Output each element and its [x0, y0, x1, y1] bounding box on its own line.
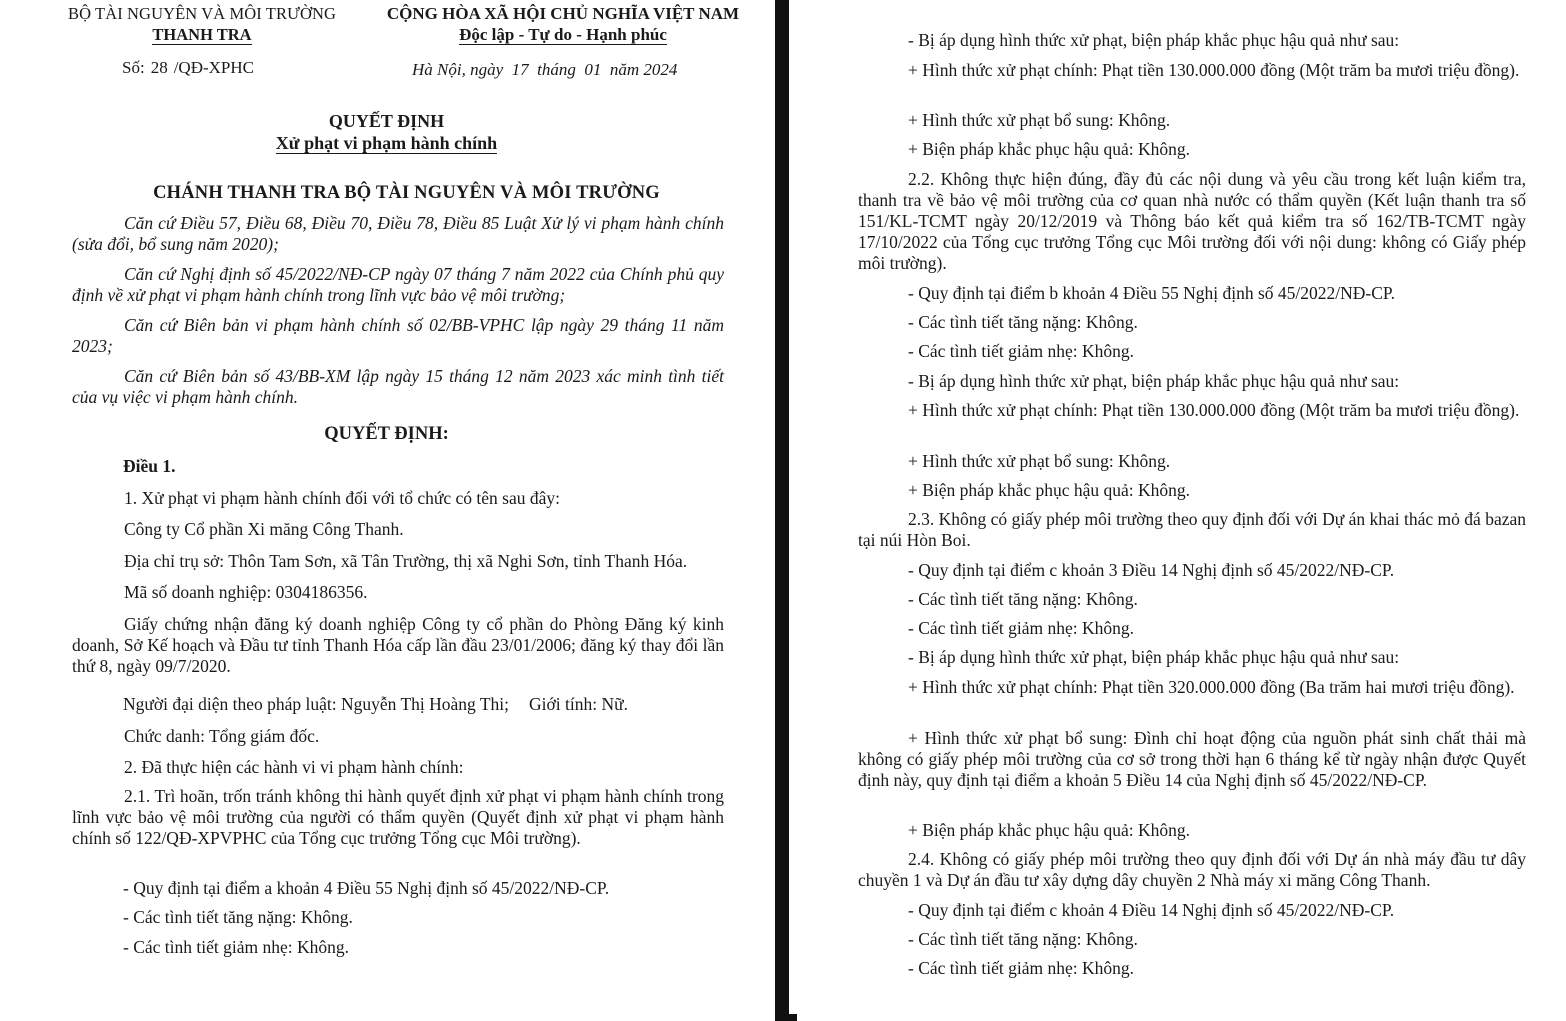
page-divider [775, 0, 789, 1021]
violation-2-4-mitigating: - Các tình tiết giảm nhẹ: Không. [908, 958, 1134, 978]
article-1-heading: Điều 1. [123, 456, 176, 476]
penalized-entity-intro: 1. Xử phạt vi phạm hành chính đối với tổ chức có tên sau đây: [124, 488, 560, 508]
document-subtitle [0, 133, 773, 154]
violation-2-1-aggravating: - Các tình tiết tăng nặng: Không. [123, 907, 353, 927]
penalty-2-2-remedy: + Biện pháp khắc phục hậu quả: Không. [908, 480, 1191, 500]
violation-2-4-aggravating: - Các tình tiết tăng nặng: Không. [908, 929, 1138, 949]
decision-number-value: 28 [150, 58, 168, 77]
legal-basis-1: Căn cứ Điều 57, Điều 68, Điều 70, Điều 78, Điều 85 Luật Xử lý vi phạm hành chính (sửa đổi, bổ sung năm 2020); [72, 213, 724, 254]
violation-2-3-mitigating: - Các tình tiết giảm nhẹ: Không. [908, 618, 1134, 638]
national-motto: Độc lập - Tự do - Hạnh phúc [459, 25, 667, 44]
national-header [372, 3, 754, 45]
document-title: QUYẾT ĐỊNH [328, 111, 445, 131]
decision-number-suffix: /QĐ-XPHC [173, 58, 254, 77]
penalty-2-1-remedy: + Biện pháp khắc phục hậu quả: Không. [908, 139, 1191, 159]
violation-2-3-aggravating: - Các tình tiết tăng nặng: Không. [908, 589, 1138, 609]
representative-name: Người đại diện theo pháp luật: Nguyễn Thị Hoàng Thi; [123, 694, 510, 714]
penalty-2-2-main: + Hình thức xử phạt chính: Phạt tiền 130.000.000 đồng (Một trăm ba mươi triệu đồng). [908, 400, 1520, 420]
violation-2-1: 2.1. Trì hoãn, trốn tránh không thi hành quyết định xử phạt vi phạm hành chính trong lĩnh vực bảo vệ môi trường của người có thẩm quyền (Quyết định xử phạt vi phạm hành chính số 122/QĐ-XPVPHC của Tổng cục trưởng Tổng cục Môi trường). [72, 786, 724, 848]
penalty-2-2-intro: - Bị áp dụng hình thức xử phạt, biện pháp khắc phục hậu quả như sau: [908, 371, 1400, 391]
legal-basis-4: Căn cứ Biên bản số 43/BB-XM lập ngày 15 tháng 12 năm 2023 xác minh tình tiết của vụ việc vi phạm hành chính. [72, 366, 724, 407]
violation-2-4-rule: - Quy định tại điểm c khoản 4 Điều 14 Nghị định số 45/2022/NĐ-CP. [908, 900, 1395, 920]
decision-date: Hà Nội, ngày 17 tháng 01 năm 2024 [412, 60, 678, 79]
penalty-2-1-additional: + Hình thức xử phạt bổ sung: Không. [908, 110, 1171, 130]
violation-2-1-rule: - Quy định tại điểm a khoản 4 Điều 55 Nghị định số 45/2022/NĐ-CP. [123, 878, 610, 898]
violation-2-2-mitigating: - Các tình tiết giảm nhẹ: Không. [908, 341, 1134, 361]
penalty-2-2-additional: + Hình thức xử phạt bổ sung: Không. [908, 451, 1171, 471]
decision-number-prefix: Số: [122, 58, 145, 77]
violation-2-3-rule: - Quy định tại điểm c khoản 3 Điều 14 Nghị định số 45/2022/NĐ-CP. [908, 560, 1395, 580]
violations-intro: 2. Đã thực hiện các hành vi vi phạm hành chính: [124, 757, 464, 777]
legal-representative [123, 694, 628, 715]
agency-name: BỘ TÀI NGUYÊN VÀ MÔI TRƯỜNG [67, 4, 337, 23]
company-name: Công ty Cổ phần Xi măng Công Thanh. [124, 519, 404, 539]
penalty-2-1-main: + Hình thức xử phạt chính: Phạt tiền 130.000.000 đồng (Một trăm ba mươi triệu đồng). [908, 60, 1520, 80]
penalty-2-1-intro: - Bị áp dụng hình thức xử phạt, biện pháp khắc phục hậu quả như sau: [908, 30, 1400, 50]
company-address: Địa chỉ trụ sở: Thôn Tam Sơn, xã Tân Trường, thị xã Nghi Sơn, tỉnh Thanh Hóa. [124, 551, 688, 571]
representative-position: Chức danh: Tổng giám đốc. [124, 726, 320, 746]
violation-2-2: 2.2. Không thực hiện đúng, đầy đủ các nội dung và yêu cầu trong kết luận kiểm tra, thanh tra về bảo vệ môi trường của cơ quan nhà nước có thẩm quyền (Kết luận thanh tra số 151/KL-TCMT ngày 20/12/2019 và Thông báo kết quả kiểm tra số 162/TB-TCMT ngày 17/10/2022 của Tổng cục trưởng Tổng cục Môi trường đối với nội dung: không có Giấy phép môi trường). [858, 169, 1526, 273]
issuing-authority: CHÁNH THANH TRA BỘ TÀI NGUYÊN VÀ MÔI TRƯỜNG [153, 183, 660, 203]
republic-name: CỘNG HÒA XÃ HỘI CHỦ NGHĨA VIỆT NAM [386, 4, 740, 23]
agency-sub-unit: THANH TRA [152, 25, 252, 44]
representative-gender: Giới tính: Nữ. [529, 694, 628, 714]
violation-2-2-aggravating: - Các tình tiết tăng nặng: Không. [908, 312, 1138, 332]
penalty-2-3-intro: - Bị áp dụng hình thức xử phạt, biện pháp khắc phục hậu quả như sau: [908, 647, 1400, 667]
document-subtitle-text: Xử phạt vi phạm hành chính [275, 133, 498, 153]
legal-basis-2: Căn cứ Nghị định số 45/2022/NĐ-CP ngày 07 tháng 7 năm 2022 của Chính phủ quy định về xử phạt vi phạm hành chính trong lĩnh vực bảo vệ môi trường; [72, 264, 724, 305]
company-tax-code: Mã số doanh nghiệp: 0304186356. [124, 582, 368, 602]
violation-2-1-mitigating: - Các tình tiết giảm nhẹ: Không. [123, 937, 349, 957]
violation-2-4: 2.4. Không có giấy phép môi trường theo quy định đối với Dự án nhà máy đầu tư dây chuyền 1 và Dự án đầu tư xây dựng dây chuyền 2 Nhà máy xi măng Công Thanh. [858, 849, 1526, 890]
issuing-agency [52, 3, 352, 45]
penalty-2-3-additional: + Hình thức xử phạt bổ sung: Đình chỉ hoạt động của nguồn phát sinh chất thải mà không có giấy phép môi trường của cơ sở trong thời hạn 6 tháng kể từ ngày nhận được Quyết định này, quy định tại điểm a khoản 5 Điều 14 của Nghị định số 45/2022/NĐ-CP. [858, 728, 1526, 790]
decision-heading: QUYẾT ĐỊNH: [324, 424, 449, 444]
violation-2-3: 2.3. Không có giấy phép môi trường theo quy định đối với Dự án khai thác mỏ đá bazan tại núi Hòn Boi. [858, 509, 1526, 550]
penalty-2-3-remedy: + Biện pháp khắc phục hậu quả: Không. [908, 820, 1191, 840]
legal-basis-3: Căn cứ Biên bản vi phạm hành chính số 02/BB-VPHC lập ngày 29 tháng 11 năm 2023; [72, 315, 724, 356]
penalty-2-3-main: + Hình thức xử phạt chính: Phạt tiền 320.000.000 đồng (Ba trăm hai mươi triệu đồng). [908, 677, 1515, 697]
page-divider-corner [789, 1014, 797, 1021]
decision-number [122, 58, 254, 78]
violation-2-2-rule: - Quy định tại điểm b khoản 4 Điều 55 Nghị định số 45/2022/NĐ-CP. [908, 283, 1396, 303]
business-registration: Giấy chứng nhận đăng ký doanh nghiệp Công ty cổ phần do Phòng Đăng ký kinh doanh, Sở Kế hoạch và Đầu tư tỉnh Thanh Hóa cấp lần đầu 23/01/2006; đăng ký thay đổi lần thứ 8, ngày 09/7/2020. [72, 614, 724, 676]
